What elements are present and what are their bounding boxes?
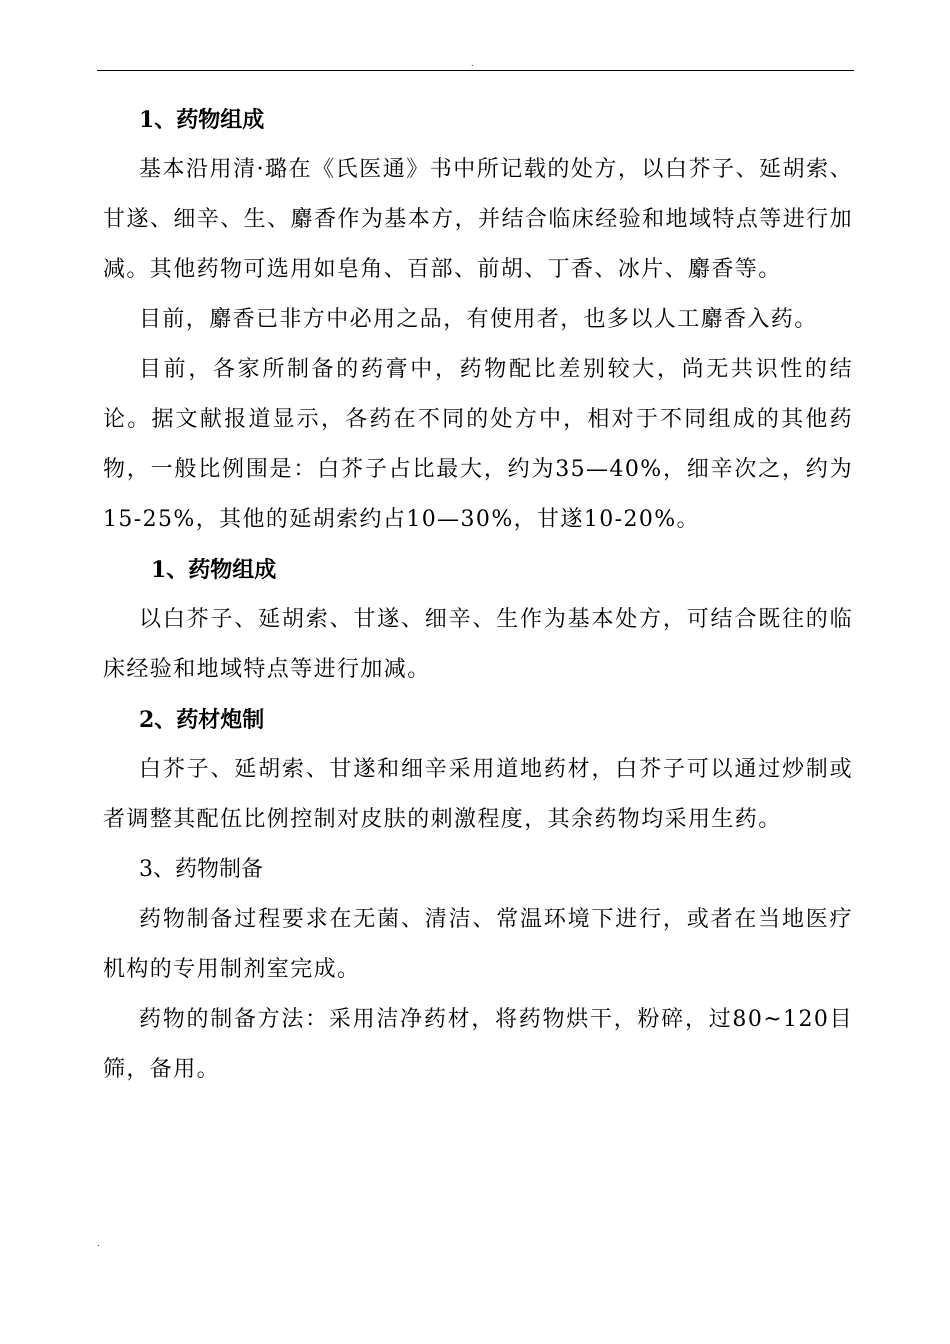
header-mark: . [471, 59, 474, 68]
section-heading-composition: 1、药物组成 [139, 107, 265, 133]
paragraph-preparation-env: 药物制备过程要求在无菌、清洁、常温环境下进行，或者在当地医疗机构的专用制剂室完成。 [103, 907, 853, 982]
header-rule [97, 70, 854, 71]
paragraph-processing: 白芥子、延胡索、甘遂和细辛采用道地药材，白芥子可以通过炒制或者调整其配伍比例控制对皮肤的刺激程度，其余药物均采用生药。 [103, 757, 853, 832]
paragraph-base-prescription: 以白芥子、延胡索、甘遂、细辛、生作为基本处方，可结合既往的临床经验和地域特点等进行加减。 [103, 607, 853, 682]
document-body [103, 95, 853, 1095]
paragraph-preparation-method: 药物的制备方法：采用洁净药材，将药物烘干，粉碎，过80~120目筛，备用。 [103, 1007, 853, 1082]
section-heading-composition-2: 1、药物组成 [151, 557, 277, 583]
footer-mark: . [97, 1239, 100, 1248]
section-heading-preparation: 3、药物制备 [139, 857, 263, 882]
section-heading-processing: 2、药材炮制 [139, 707, 265, 733]
paragraph-musk-note: 目前，麝香已非方中必用之品，有使用者，也多以人工麝香入药。 [139, 307, 818, 332]
paragraph-ratios: 目前，各家所制备的药膏中，药物配比差别较大，尚无共识性的结论。据文献报道显示，各药在不同的处方中，相对于不同组成的其他药物，一般比例围是：白芥子占比最大，约为35—40%，细辛次之，约为15-25%，其他的延胡索约占10—30%，甘遂10-20%。 [103, 357, 853, 532]
paragraph-base-formula: 基本沿用清·璐在《氏医通》书中所记载的处方，以白芥子、延胡索、甘遂、细辛、生、麝香作为基本方，并结合临床经验和地域特点等进行加减。其他药物可选用如皂角、百部、前胡、丁香、冰片、麝香等。 [103, 157, 853, 282]
